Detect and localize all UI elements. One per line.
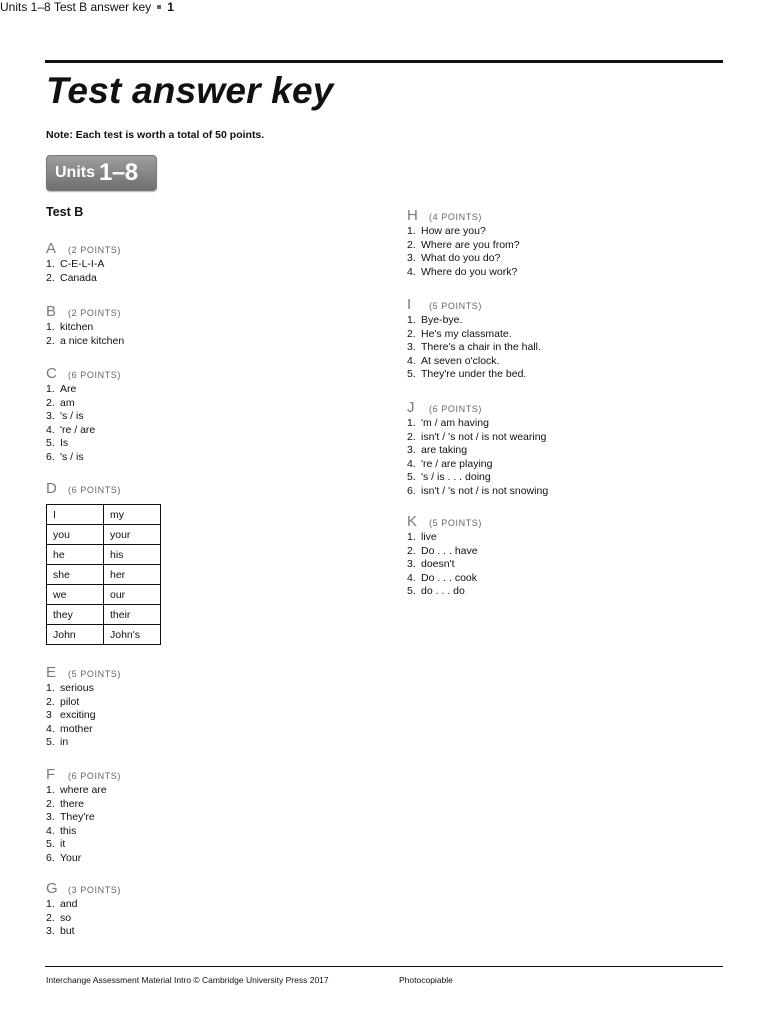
answer-number: 3. (407, 558, 416, 570)
answer-text: are taking (421, 444, 468, 456)
answer-item (46, 811, 121, 825)
section-points: (6 POINTS) (68, 485, 122, 495)
answer-text: They're (60, 811, 95, 823)
answer-item (46, 272, 121, 286)
footer-copyright: Interchange Assessment Material Intro © Cambridge University Press 2017 (46, 975, 329, 985)
table-cell: our (104, 585, 161, 605)
answer-text: C-E-L-I-A (60, 258, 105, 270)
answer-item (46, 838, 121, 852)
answer-number: 2. (46, 334, 55, 347)
answer-text: serious (60, 682, 94, 694)
table-cell: your (104, 525, 161, 545)
answer-number: 2. (407, 544, 416, 557)
answer-number: 3. (46, 925, 55, 937)
answer-text: 's / is (60, 450, 84, 463)
answer-number: 6. (407, 484, 416, 497)
table-row (47, 605, 161, 625)
page-title: Test answer key (46, 70, 334, 111)
table-row (47, 505, 161, 525)
answer-number: 4. (407, 571, 416, 584)
answer-number: 1. (46, 321, 55, 333)
answer-text: Where are you from? (421, 238, 520, 251)
answer-number: 4. (407, 354, 416, 367)
footer-page-label (0, 0, 768, 14)
section-header (407, 399, 548, 415)
table-cell: my (104, 505, 161, 525)
answer-item (46, 424, 121, 438)
answer-item (407, 471, 548, 485)
section-points: (2 POINTS) (68, 245, 122, 255)
answer-text: There's a chair in the hall. (421, 341, 541, 353)
answer-text: He's my classmate. (421, 327, 512, 340)
answer-item (407, 431, 548, 445)
section-e (46, 664, 121, 750)
table-cell: her (104, 565, 161, 585)
table-cell: she (47, 565, 104, 585)
answer-text: so (60, 911, 72, 924)
answer-item (407, 252, 520, 266)
answer-number: 1. (46, 898, 55, 910)
answer-number: 4. (46, 824, 55, 837)
answer-text: 're / are (60, 423, 96, 436)
answer-text: there (60, 797, 84, 810)
answer-number: 1. (407, 225, 416, 237)
section-h (407, 207, 520, 279)
answer-text: do . . . do (421, 585, 465, 597)
answer-number: 1. (407, 417, 416, 429)
answer-item (46, 258, 121, 272)
table-cell: they (47, 605, 104, 625)
answer-list (46, 898, 121, 939)
answer-item (407, 417, 548, 431)
section-points: (6 POINTS) (68, 370, 122, 380)
test-label: Test B (46, 205, 84, 219)
answer-item (46, 335, 124, 349)
answer-list (46, 383, 121, 464)
answer-text: How are you? (421, 225, 486, 237)
answer-text: isn't / 's not / is not wearing (421, 430, 547, 443)
answer-text: am (60, 396, 75, 409)
section-header (46, 480, 161, 496)
answer-item (46, 912, 121, 926)
answer-text: mother (60, 722, 93, 735)
answer-number: 2. (46, 695, 55, 708)
answer-item (46, 784, 121, 798)
section-points: (3 POINTS) (68, 885, 122, 895)
answer-number: 1. (46, 784, 55, 796)
answer-number: 4. (407, 265, 416, 278)
units-badge (46, 155, 157, 191)
answer-text: Canada (60, 271, 97, 284)
section-header (46, 664, 121, 680)
answer-item (407, 341, 541, 355)
answer-list (46, 321, 124, 348)
answer-number: 2. (46, 797, 55, 810)
answer-item (407, 225, 520, 239)
answer-number: 6. (46, 851, 55, 864)
answer-number: 2. (46, 271, 55, 284)
answer-item (407, 585, 482, 599)
section-letter: A (46, 240, 57, 257)
answer-item (407, 458, 548, 472)
answer-number: 5. (407, 471, 416, 483)
table-row (47, 585, 161, 605)
section-points: (4 POINTS) (429, 212, 483, 222)
answer-text: kitchen (60, 321, 94, 333)
answer-list (407, 314, 541, 382)
section-header (407, 296, 541, 312)
badge-text: Units (55, 164, 95, 181)
answer-text: Where do you work? (421, 265, 518, 278)
section-c (46, 365, 121, 464)
section-letter: J (407, 399, 415, 416)
table-cell: I (47, 505, 104, 525)
answer-item (407, 545, 482, 559)
answer-item (46, 852, 121, 866)
footer-dot (157, 5, 161, 9)
answer-number: 4. (407, 457, 416, 470)
section-letter: B (46, 303, 57, 320)
table-cell: their (104, 605, 161, 625)
section-b (46, 303, 124, 348)
answer-item (407, 531, 482, 545)
answer-text: Bye-bye. (421, 314, 463, 326)
answer-item (407, 558, 482, 572)
answer-number: 5. (407, 585, 416, 597)
table-cell: his (104, 545, 161, 565)
answer-item (407, 368, 541, 382)
answer-list (46, 258, 121, 285)
answer-text: and (60, 898, 78, 910)
answer-item (407, 239, 520, 253)
answer-item (407, 266, 520, 280)
answer-text: it (60, 838, 66, 850)
answer-text: this (60, 824, 77, 837)
section-header (407, 513, 482, 529)
section-a (46, 240, 121, 285)
section-j (407, 399, 548, 498)
bottom-rule (45, 966, 723, 967)
section-d (46, 480, 161, 645)
answer-item (46, 898, 121, 912)
answer-number: 1. (407, 314, 416, 326)
answer-item (407, 444, 548, 458)
answer-item (46, 451, 121, 465)
pronoun-table (46, 504, 161, 645)
section-letter: C (46, 365, 57, 382)
answer-number: 3. (407, 444, 416, 456)
answer-item (407, 314, 541, 328)
section-points: (6 POINTS) (429, 404, 483, 414)
page-number: 1 (167, 0, 174, 14)
answer-text: They're under the bed. (421, 368, 527, 380)
section-k (407, 513, 482, 599)
answer-number: 3 (46, 709, 52, 721)
section-header (46, 240, 121, 256)
answer-number: 2. (407, 238, 416, 251)
answer-text: exciting (60, 709, 96, 721)
footer-photocopiable: Photocopiable (399, 975, 453, 985)
section-i (407, 296, 541, 382)
answer-text: where are (60, 784, 107, 796)
answer-number: 4. (46, 423, 55, 436)
answer-item (46, 321, 124, 335)
answer-text: 'm / am having (421, 417, 489, 429)
answer-number: 5. (46, 838, 55, 850)
section-points: (5 POINTS) (429, 301, 483, 311)
answer-number: 3. (407, 252, 416, 264)
section-letter: K (407, 513, 418, 530)
answer-text: 's / is . . . doing (421, 471, 491, 483)
answer-text: live (421, 531, 437, 543)
answer-list (46, 682, 121, 750)
answer-list (46, 784, 121, 865)
answer-item (46, 696, 121, 710)
section-header (46, 766, 121, 782)
section-g (46, 880, 121, 939)
answer-number: 2. (407, 430, 416, 443)
section-points: (6 POINTS) (68, 771, 122, 781)
answer-item (46, 383, 121, 397)
answer-text: What do you do? (421, 252, 501, 264)
section-points: (5 POINTS) (429, 518, 483, 528)
table-cell: he (47, 545, 104, 565)
table-cell: John (47, 625, 104, 645)
answer-number: 5. (407, 368, 416, 380)
answer-number: 5. (46, 437, 55, 449)
answer-item (46, 925, 121, 939)
table-row (47, 625, 161, 645)
table-cell: we (47, 585, 104, 605)
answer-list (407, 417, 548, 498)
answer-item (46, 397, 121, 411)
answer-number: 5. (46, 736, 55, 748)
section-header (407, 207, 520, 223)
answer-list (407, 225, 520, 279)
section-letter: I (407, 296, 412, 313)
section-letter: D (46, 480, 57, 497)
table-row (47, 525, 161, 545)
answer-text: 're / are playing (421, 457, 493, 470)
answer-text: doesn't (421, 558, 455, 570)
answer-text: Is (60, 437, 69, 449)
answer-number: 3. (46, 410, 55, 422)
section-letter: F (46, 766, 56, 783)
table-row (47, 545, 161, 565)
answer-text: in (60, 736, 69, 748)
answer-item (46, 736, 121, 750)
answer-number: 2. (46, 911, 55, 924)
table-cell: John's (104, 625, 161, 645)
answer-number: 1. (46, 383, 55, 395)
answer-item (407, 572, 482, 586)
answer-text: Do . . . have (421, 544, 478, 557)
section-header (46, 880, 121, 896)
answer-item (46, 437, 121, 451)
answer-item (407, 328, 541, 342)
answer-text: Are (60, 383, 77, 395)
answer-text: but (60, 925, 75, 937)
answer-text: a nice kitchen (60, 334, 125, 347)
note: Note: Each test is worth a total of 50 points. (46, 129, 265, 141)
section-letter: G (46, 880, 58, 897)
answer-number: 3. (407, 341, 416, 353)
section-points: (5 POINTS) (68, 669, 122, 679)
section-letter: H (407, 207, 418, 224)
answer-list (407, 531, 482, 599)
answer-item (46, 709, 121, 723)
answer-number: 1. (407, 531, 416, 543)
footer-right-text: Units 1–8 Test B answer key (0, 0, 152, 14)
table-row (47, 565, 161, 585)
answer-item (46, 798, 121, 812)
answer-number: 4. (46, 722, 55, 735)
answer-number: 2. (407, 327, 416, 340)
section-f (46, 766, 121, 865)
answer-number: 6. (46, 450, 55, 463)
section-letter: E (46, 664, 57, 681)
answer-number: 2. (46, 396, 55, 409)
answer-number: 3. (46, 811, 55, 823)
top-rule (45, 60, 723, 63)
answer-text: At seven o'clock. (421, 354, 500, 367)
answer-text: isn't / 's not / is not snowing (421, 484, 549, 497)
answer-text: 's / is (60, 410, 84, 422)
section-header (46, 303, 124, 319)
answer-item (46, 825, 121, 839)
answer-number: 1. (46, 682, 55, 694)
answer-item (46, 682, 121, 696)
section-points: (2 POINTS) (68, 308, 122, 318)
answer-text: Do . . . cook (421, 571, 478, 584)
badge-number: 1–8 (99, 159, 138, 186)
answer-item (46, 410, 121, 424)
answer-number: 1. (46, 258, 55, 270)
answer-item (407, 485, 548, 499)
answer-item (407, 355, 541, 369)
section-header (46, 365, 121, 381)
answer-text: Your (60, 851, 82, 864)
answer-item (46, 723, 121, 737)
answer-text: pilot (60, 695, 80, 708)
table-cell: you (47, 525, 104, 545)
